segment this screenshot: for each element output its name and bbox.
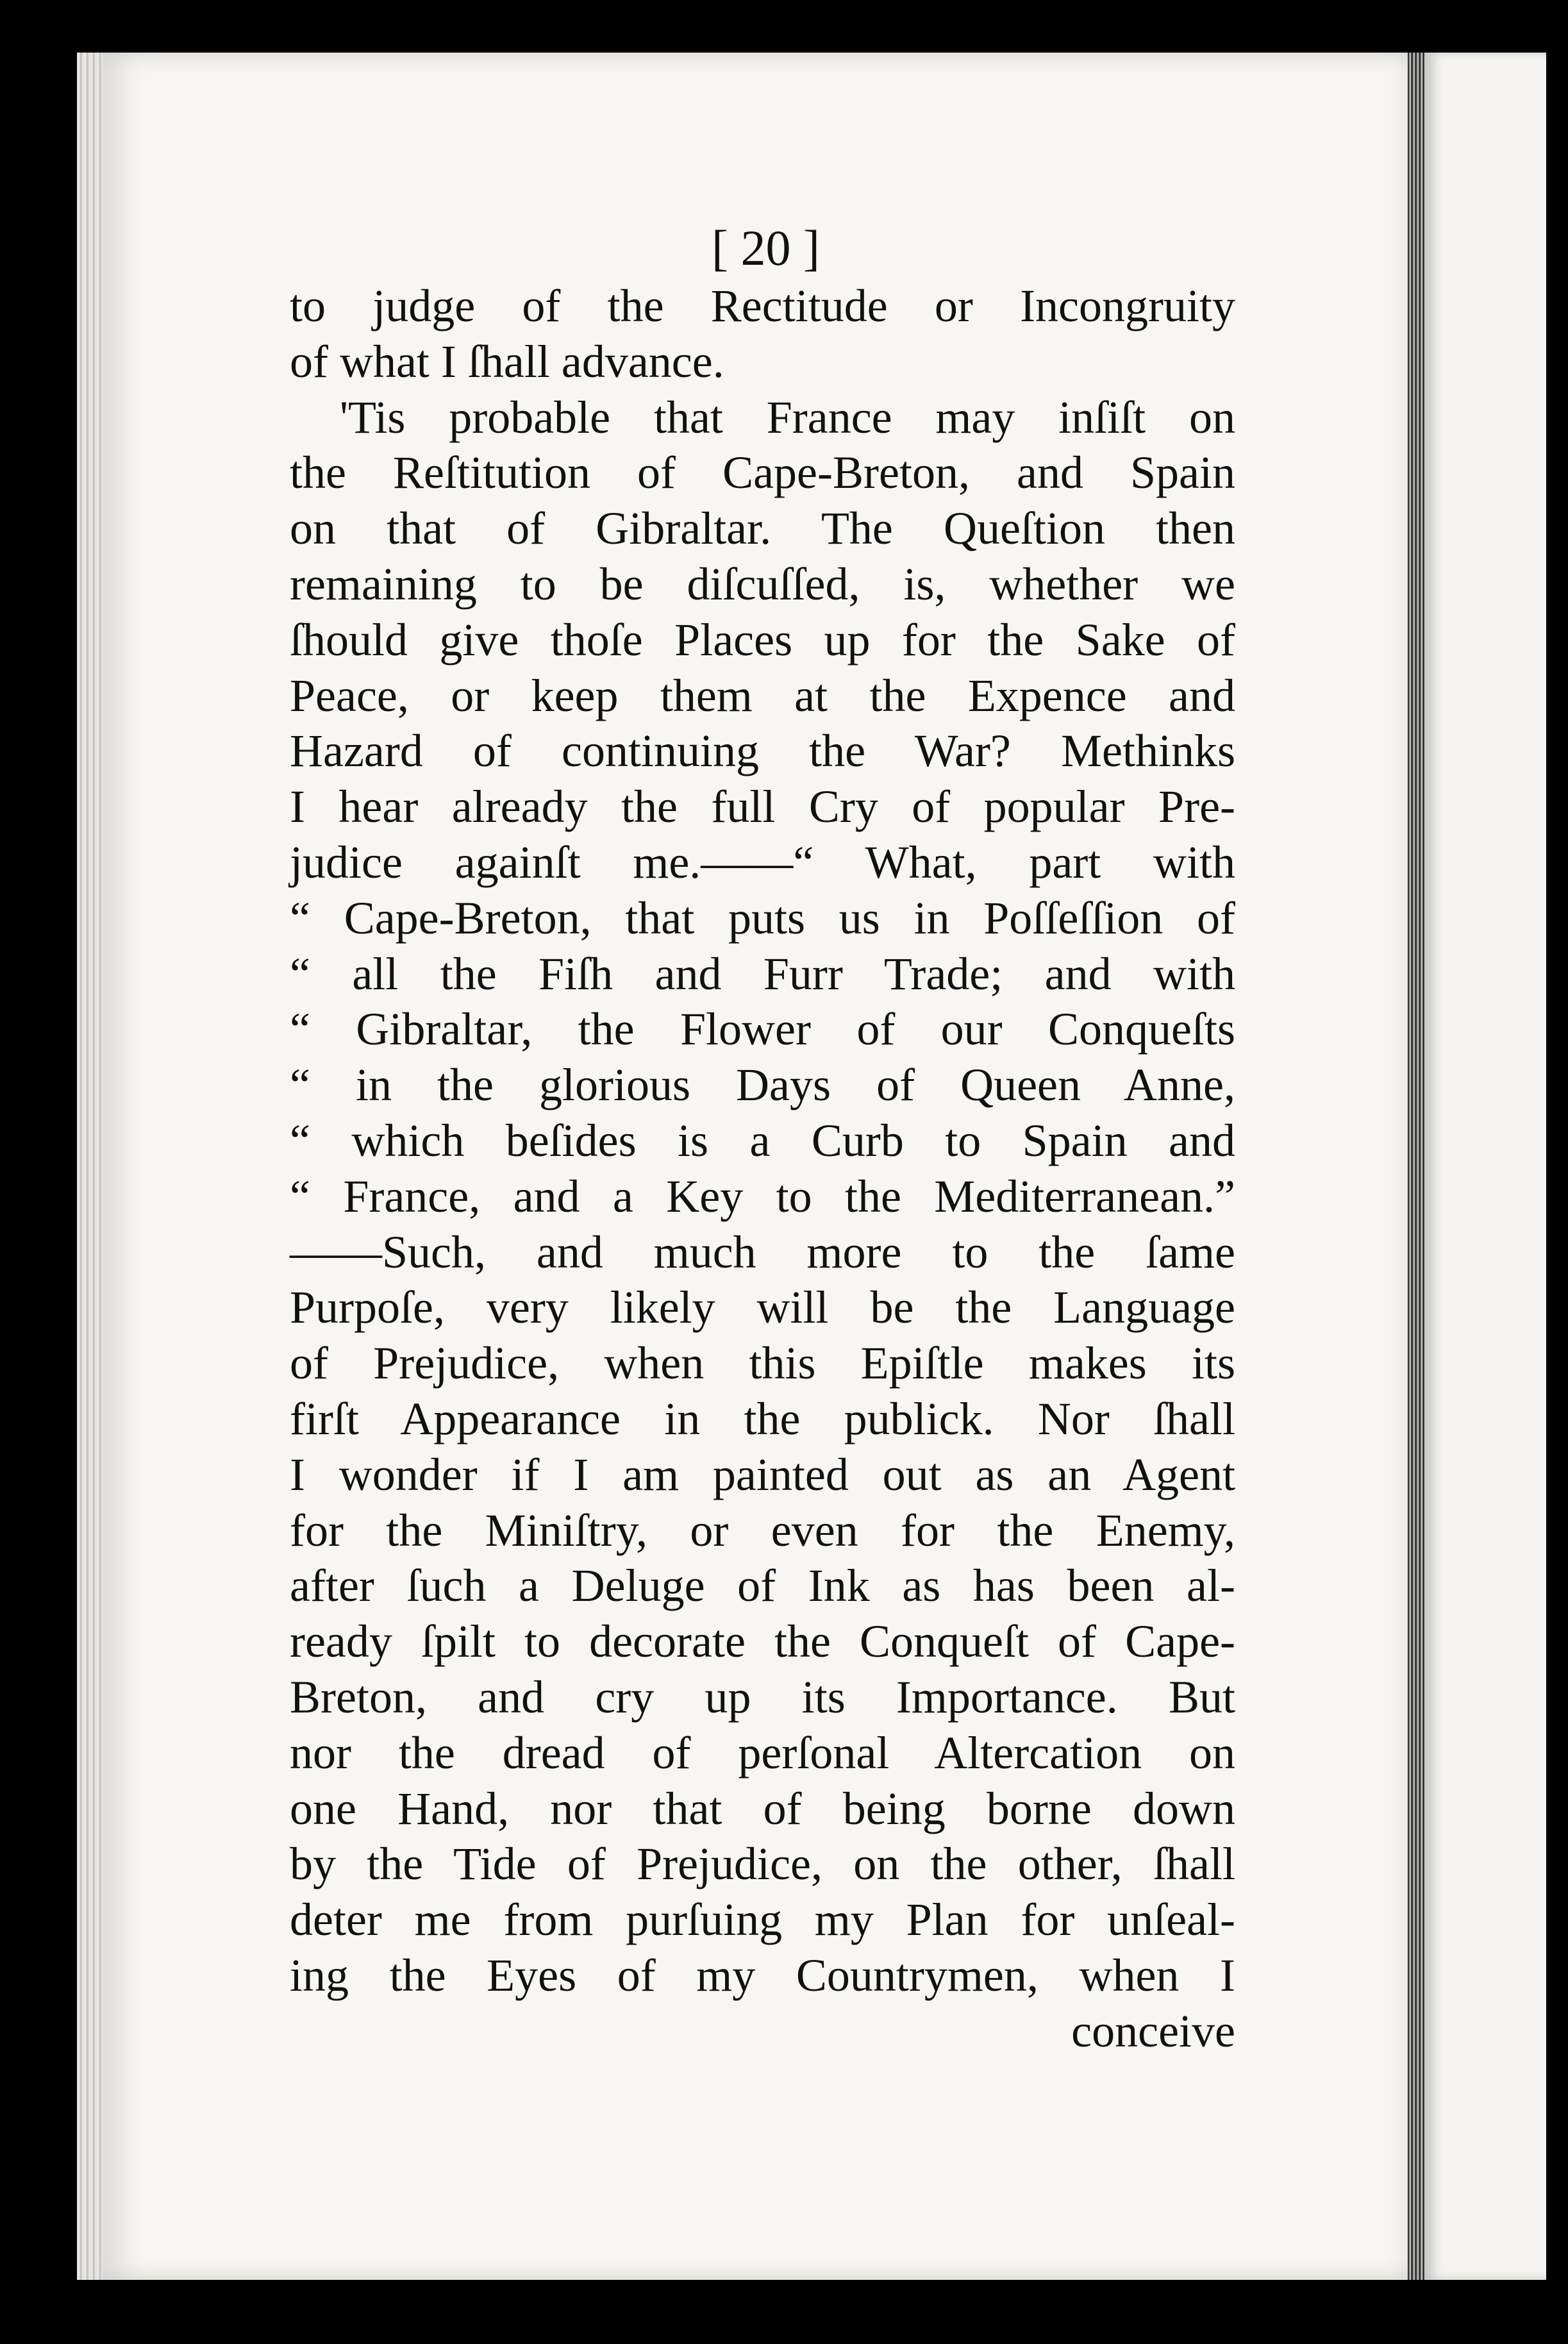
facing-page-edge [1424, 53, 1546, 2280]
text-line: by the Tide of Prejudice, on the other, ſhall [290, 1838, 1235, 1890]
text-line: of Prejudice, when this Epiſtle makes its [290, 1337, 1235, 1389]
page-text [290, 218, 1235, 2059]
text-line: Hazard of continuing the War? Methinks [290, 725, 1235, 777]
text-line: on that of Gibraltar. The Queſtion then [290, 503, 1235, 555]
text-line: remaining to be diſcuſſed, is, whether we [290, 558, 1235, 610]
text-line: Purpoſe, very likely will be the Language [290, 1282, 1235, 1334]
text-line: ——Such, and much more to the ſame [290, 1226, 1235, 1278]
text-line: judice againſt me.——“ What, part with [290, 836, 1235, 888]
catchword: conceive [1071, 2005, 1235, 2057]
text-line: “ Cape-Breton, that puts us in Poſſeſſion of [290, 892, 1235, 944]
text-line: Peace, or keep them at the Expence and [290, 669, 1235, 721]
text-line: to judge of the Rectitude or Incongruity [290, 280, 1235, 331]
page-edge [1408, 53, 1424, 2280]
text-line: ing the Eyes of my Countrymen, when I [290, 1949, 1235, 2001]
text-line: one Hand, nor that of being borne down [290, 1782, 1235, 1834]
text-line: “ which beſides is a Curb to Spain and [290, 1114, 1235, 1166]
text-line: I hear already the full Cry of popular Pre- [290, 781, 1235, 833]
text-line: ſhould give thoſe Places up for the Sake of [290, 614, 1235, 666]
text-line: “ all the Fiſh and Furr Trade; and with [290, 948, 1235, 1000]
text-line: after ſuch a Deluge of Ink as has been al- [290, 1560, 1235, 1612]
text-line: deter me from purſuing my Plan for unſeal- [290, 1894, 1235, 1946]
text-line: the Reſtitution of Cape-Breton, and Spain [290, 447, 1235, 499]
text-line: Breton, and cry up its Importance. But [290, 1671, 1235, 1723]
text-line: I wonder if I am painted out as an Agent [290, 1448, 1235, 1500]
text-line: “ France, and a Key to the Mediterranean.” [290, 1170, 1235, 1222]
text-line: for the Miniſtry, or even for the Enemy, [290, 1504, 1235, 1556]
text-line: “ in the glorious Days of Queen Anne, [290, 1059, 1235, 1111]
page-number-header: [ 20 ] [712, 220, 820, 276]
text-line: nor the dread of perſonal Altercation on [290, 1727, 1235, 1779]
text-line: “ Gibraltar, the Flower of our Conqueſts [290, 1003, 1235, 1055]
text-line: ready ſpilt to decorate the Conqueſt of Cape- [290, 1616, 1235, 1668]
text-line: 'Tis probable that France may inſiſt on [340, 391, 1235, 443]
text-line: of what I ſhall advance. [290, 335, 724, 387]
text-line: firſt Appearance in the publick. Nor ſhall [290, 1393, 1235, 1444]
